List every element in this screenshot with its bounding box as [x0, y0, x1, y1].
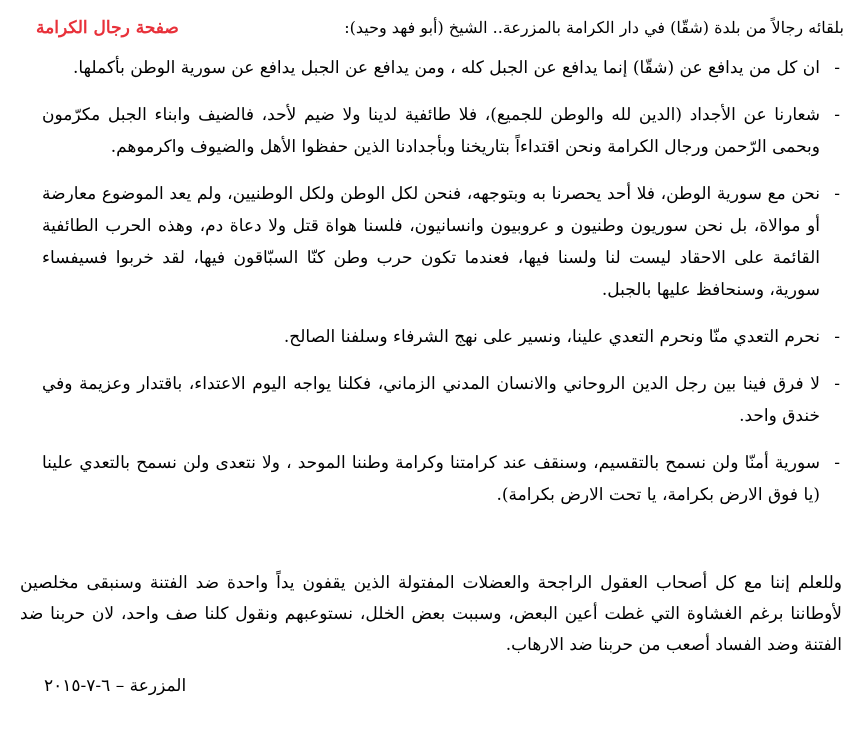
page-title: صفحة رجال الكرامة — [36, 18, 179, 38]
list-item — [42, 368, 842, 432]
list-item — [42, 52, 842, 84]
bullet-dash: - — [834, 58, 840, 78]
source-line: بلقائه رجالاً من بلدة (شقّا) في دار الكرامة بالمزرعة.. الشيخ (أبو فهد وحيد): — [344, 18, 844, 37]
list-item — [42, 321, 842, 353]
list-item-text: نحن مع سورية الوطن، فلا أحد يحصرنا به وبتوجهه، فنحن لكل الوطن ولكل الوطنيين، ولم يعد الموضوع معارضة أو موالاة، بل نحن سوريون وطنيون و عروبيون وانسانيون، فلسنا هواة قتل ولا دعاة دم، وهذه الحرب الطائفية القائمة على الاحقاد ليست لنا ولسنا فيها، فعندما تكون حرب وطن كنّا السبّاقون فيها، لقد خربوا فسيفساء سورية، وسنحافظ عليها بالجبل. — [42, 184, 820, 300]
list-item-text: سورية أمنّا ولن نسمح بالتقسيم، وسنقف عند كرامتنا وكرامة وطننا الموحد ، ولا نتعدى ولن نسمح بالتعدي علينا (يا فوق الارض بكرامة، يا تحت الارض بكرامة). — [42, 453, 820, 505]
list-item-text: شعارنا عن الأجداد (الدين لله والوطن للجميع)، فلا طائفية لدينا ولا ضيم لأحد، فالضيف وابناء الجبل مكرّمون وبحمى الرّحمن ورجال الكرامة ونحن اقتداءاً بتاريخنا وبأجدادنا الذين حفظوا الأهل والضيوف واكرموهم. — [42, 105, 820, 157]
list-item — [42, 99, 842, 163]
place-date-signature: المزرعة – ٦-٧-٢٠١٥ — [44, 676, 187, 696]
bullet-dash: - — [834, 184, 840, 204]
bullet-dash: - — [834, 374, 840, 394]
list-item — [42, 178, 842, 306]
closing-paragraph: وللعلم إننا مع كل أصحاب العقول الراجحة والعضلات المفتولة الذين يقفون يداً واحدة ضد الفتنة وسنبقى مخلصين لأوطاننا برغم الغشاوة التي غطت أعين البعض، وسببت بعض الخلل، نستوعبهم ونقول كلنا صف واحد، لان حربنا ضد الفتنة وضد الفساد أصعب من حربنا ضد الارهاب. — [20, 573, 842, 655]
list-item — [42, 447, 842, 511]
bullet-dash: - — [834, 105, 840, 125]
bullet-dash: - — [834, 453, 840, 473]
list-item-text: لا فرق فينا بين رجل الدين الروحاني والانسان المدني الزماني، فكلنا يواجه اليوم الاعتداء، باقتدار وعزيمة وفي خندق واحد. — [42, 374, 820, 426]
list-item-text: نحرم التعدي منّا ونحرم التعدي علينا، ونسير على نهج الشرفاء وسلفنا الصالح. — [283, 327, 820, 347]
document-header — [18, 14, 844, 42]
list-item-text: ان كل من يدافع عن (شقّا) إنما يدافع عن الجبل كله ، ومن يدافع عن الجبل يدافع عن سورية الوطن بأكملها. — [72, 58, 820, 78]
statement-list — [42, 52, 842, 526]
bullet-dash: - — [834, 327, 840, 347]
